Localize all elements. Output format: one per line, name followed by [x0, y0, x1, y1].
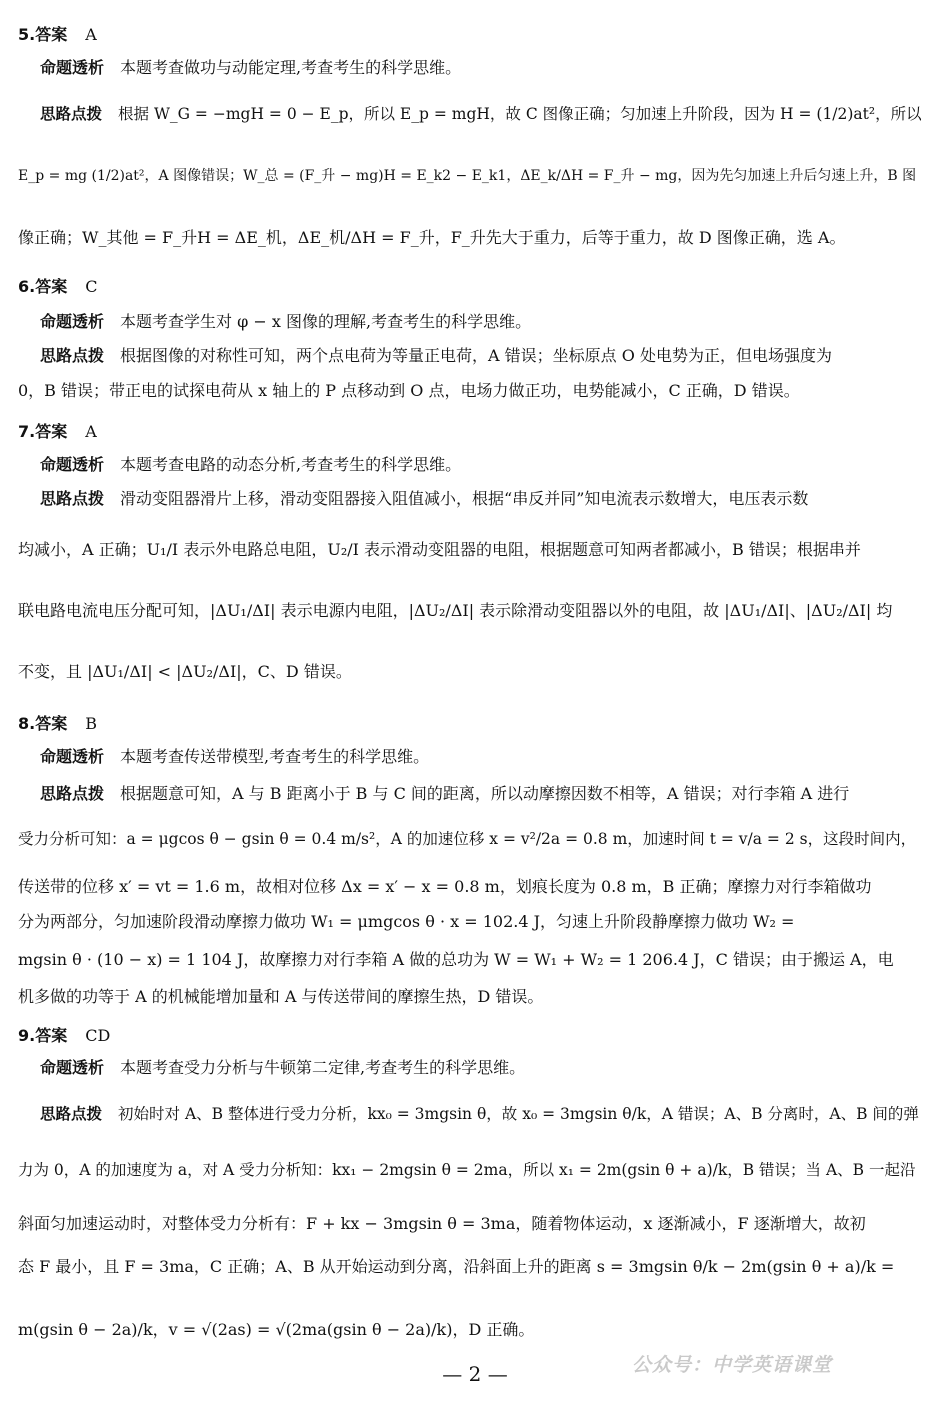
q6-answer-label: 答案 [35, 277, 68, 296]
q5-heading [18, 22, 97, 45]
q8-heading [18, 711, 97, 734]
q7-tips-text-1: 滑动变阻器滑片上移，滑动变阻器接入阻值减小，根据“串反并同”知电流表示数增大，电压表示数 [120, 489, 809, 508]
q6-tips-label: 思路点拨 [40, 346, 105, 365]
q7-answer-label: 答案 [35, 422, 68, 441]
q5-intent-label: 命题透析 [40, 58, 105, 77]
q8-intent-label: 命题透析 [40, 747, 105, 766]
q7-intent-label: 命题透析 [40, 455, 105, 474]
q9-tips-label: 思路点拨 [40, 1105, 103, 1123]
q9-tips-line-1 [40, 1104, 928, 1124]
q5-tips-label: 思路点拨 [40, 105, 103, 123]
q9-tips-line-5: m(gsin θ − 2a)/k，v = √(2as) = √(2ma(gsin θ − 2a)/k)，D 正确。 [18, 1320, 535, 1339]
q7-intent [40, 455, 928, 475]
q5-intent [40, 58, 928, 78]
q8-tips-line-1 [40, 784, 928, 804]
q7-tips-label: 思路点拨 [40, 489, 105, 508]
q7-tips-line-1 [40, 489, 928, 509]
q8-answer: B [85, 714, 97, 733]
q9-tips-line-3: 斜面匀加速运动时，对整体受力分析有：F + kx − 3mgsin θ = 3ma，随着物体运动，x 逐渐减小，F 逐渐增大，故初 [18, 1214, 866, 1233]
q9-heading [18, 1023, 110, 1046]
q6-answer: C [85, 277, 98, 296]
q6-tips-line-2: 0，B 错误；带正电的试探电荷从 x 轴上的 P 点移动到 O 点，电场力做正功，电势能减小，C 正确，D 错误。 [18, 381, 800, 400]
q8-intent-text: 本题考查传送带模型,考查考生的科学思维。 [120, 747, 430, 766]
watermark: 公众号：中学英语课堂 [632, 1354, 833, 1376]
q8-tips-line-2: 受力分析可知：a = μgcos θ − gsin θ = 0.4 m/s²，A 的加速位移 x = v²/2a = 0.8 m，加速时间 t = v/a = 2 s，这段时间内， [18, 830, 917, 848]
q5-intent-text: 本题考查做功与动能定理,考查考生的科学思维。 [120, 58, 462, 77]
q6-intent-label: 命题透析 [40, 312, 105, 331]
q9-tips-text-1: 初始时对 A、B 整体进行受力分析，kx₀ = 3mgsin θ，故 x₀ = 3mgsin θ/k，A 错误；A、B 分离时，A、B 间的弹 [118, 1105, 919, 1123]
q8-tips-line-6: 机多做的功等于 A 的机械能增加量和 A 与传送带间的摩擦生热，D 错误。 [18, 987, 544, 1006]
q7-tips-line-3: 联电路电流电压分配可知，|ΔU₁/ΔI| 表示电源内电阻，|ΔU₂/ΔI| 表示除滑动变阻器以外的电阻，故 |ΔU₁/ΔI|、|ΔU₂/ΔI| 均 [18, 601, 893, 620]
q7-answer: A [85, 422, 97, 441]
q6-heading [18, 274, 97, 297]
q6-number: 6. [18, 277, 36, 296]
q8-intent [40, 747, 928, 767]
q5-answer: A [85, 25, 97, 44]
q9-intent-text: 本题考查受力分析与牛顿第二定律,考查考生的科学思维。 [120, 1058, 526, 1077]
q7-number: 7. [18, 422, 36, 441]
q5-tips-line-3: 像正确；W_其他 = F_升H = ΔE_机，ΔE_机/ΔH = F_升，F_升先大于重力，后等于重力，故 D 图像正确，选 A。 [18, 228, 846, 247]
q9-intent-label: 命题透析 [40, 1058, 105, 1077]
q6-intent-text: 本题考查学生对 φ − x 图像的理解,考查考生的科学思维。 [120, 312, 532, 331]
q5-number: 5. [18, 25, 36, 44]
q6-tips-text-1: 根据图像的对称性可知，两个点电荷为等量正电荷，A 错误；坐标原点 O 处电势为正，但电场强度为 [120, 346, 832, 365]
q7-tips-line-4: 不变，且 |ΔU₁/ΔI| < |ΔU₂/ΔI|，C、D 错误。 [18, 662, 352, 681]
q9-answer: CD [85, 1026, 111, 1045]
q9-number: 9. [18, 1026, 36, 1045]
q8-number: 8. [18, 714, 36, 733]
q5-tips-line-1 [40, 104, 928, 124]
q5-tips-text-1: 根据 W_G = −mgH = 0 − E_p，所以 E_p = mgH，故 C 图像正确；匀加速上升阶段，因为 H = (1/2)at²，所以 [118, 105, 922, 123]
q9-tips-line-2: 力为 0，A 的加速度为 a，对 A 受力分析知：kx₁ − 2mgsin θ = 2ma，所以 x₁ = 2m(gsin θ + a)/k，B 错误；当 A、B 一起沿 [18, 1161, 916, 1179]
q6-intent [40, 312, 928, 332]
q8-tips-text-1: 根据题意可知，A 与 B 距离小于 B 与 C 间的距离，所以动摩擦因数不相等，A 错误；对行李箱 A 进行 [120, 784, 850, 803]
q5-answer-label: 答案 [35, 25, 68, 44]
q7-heading [18, 419, 97, 442]
q9-intent [40, 1058, 928, 1078]
q8-tips-label: 思路点拨 [40, 784, 105, 803]
q8-answer-label: 答案 [35, 714, 68, 733]
q8-tips-line-3: 传送带的位移 x′ = vt = 1.6 m，故相对位移 Δx = x′ − x = 0.8 m，划痕长度为 0.8 m，B 正确；摩擦力对行李箱做功 [18, 877, 872, 896]
q5-tips-line-2: E_p = mg (1/2)at²，A 图像错误；W_总 = (F_升 − mg)H = E_k2 − E_k1，ΔE_k/ΔH = F_升 − mg，因为先匀加速上升后匀速上升，B 图 [18, 168, 917, 184]
q6-tips-line-1 [40, 346, 928, 366]
page-number: — 2 — [442, 1362, 508, 1386]
q7-tips-line-2: 均减小，A 正确；U₁/I 表示外电路总电阻，U₂/I 表示滑动变阻器的电阻，根据题意可知两者都减小，B 错误；根据串并 [18, 540, 861, 559]
q8-tips-line-4: 分为两部分，匀加速阶段滑动摩擦力做功 W₁ = μmgcos θ · x = 102.4 J，匀速上升阶段静摩擦力做功 W₂ = [18, 912, 795, 931]
q9-tips-line-4: 态 F 最小，且 F = 3ma，C 正确；A、B 从开始运动到分离，沿斜面上升的距离 s = 3mgsin θ/k − 2m(gsin θ + a)/k = [18, 1257, 895, 1276]
q8-tips-line-5: mgsin θ · (10 − x) = 1 104 J，故摩擦力对行李箱 A 做的总功为 W = W₁ + W₂ = 1 206.4 J，C 错误；由于搬运 A，电 [18, 950, 894, 969]
q9-answer-label: 答案 [35, 1026, 68, 1045]
q7-intent-text: 本题考查电路的动态分析,考查考生的科学思维。 [120, 455, 462, 474]
